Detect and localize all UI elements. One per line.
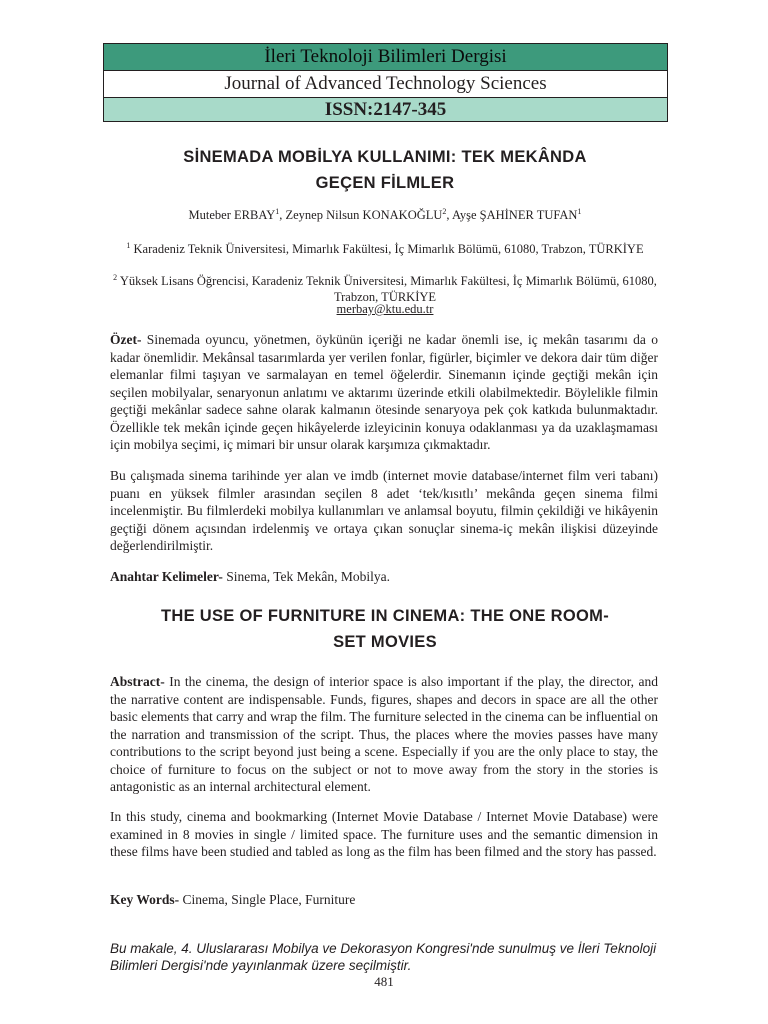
abstract-paragraph-2: In this study, cinema and bookmarking (Internet Movie Database / Internet Movie Database) were examined in 8 movies in single / limited space. The furniture uses and the semantic dimension in these films have been studied and tabled as long as the film has been filmed and the story has passed. (110, 809, 658, 859)
anahtar-kelimeler (110, 568, 658, 586)
paper-title-tr (110, 144, 660, 196)
paper-title-en (110, 603, 660, 655)
email-link[interactable]: merbay@ktu.edu.tr (336, 302, 434, 316)
paper-title-tr-line1: SİNEMADA MOBİLYA KULLANIMI: TEK MEKÂNDA (183, 148, 587, 166)
author-3: , Ayşe ŞAHİNER TUFAN (446, 208, 578, 223)
journal-header (103, 43, 668, 122)
author-3-affil: 1 (577, 207, 582, 216)
affiliation-2-marker: 2 (113, 273, 118, 282)
abstract-paragraph-1 (110, 673, 658, 796)
affiliation-1-text: Karadeniz Teknik Üniversitesi, Mimarlık Fakültesi, İç Mimarlık Bölümü, 61080, Trabzon, TÜRKİYE (130, 242, 644, 257)
paper-title-en-line2: SET MOVIES (333, 633, 437, 651)
affiliation-1-marker: 1 (126, 241, 131, 250)
journal-title-tr: İleri Teknoloji Bilimleri Dergisi (104, 44, 667, 71)
author-2-affil: 2 (442, 207, 447, 216)
affiliation-2 (110, 270, 660, 305)
author-1-affil: 1 (275, 207, 280, 216)
keywords-text: Cinema, Single Place, Furniture (179, 892, 356, 907)
author-1: Muteber ERBAY (188, 208, 276, 223)
author-list (110, 207, 660, 223)
journal-issn: ISSN:2147-345 (104, 98, 667, 121)
affiliation-2-text: Yüksek Lisans Öğrencisi, Karadeniz Teknik Üniversitesi, Mimarlık Fakültesi, İç Mimarlık Bölümü, 61080, Trabzon, TÜRKİYE (117, 274, 657, 305)
ozet-paragraph-1 (110, 331, 658, 454)
abstract-text-1: In the cinema, the design of interior space is also important if the play, the director, and the narrative content are indispensable. Funds, figures, shapes and decors in space are all the other basic elements that carry and wrap the film. The furniture selected in the cinema can be influential on the narration and transmission of the script. Thus, the places where the movies passes have many contributions to the script beyond just being a scene. Especially if you are the only place to stay, the choice of furniture to focus on the subject or not to move away from the story in the stories is antagonistic as an internal architectural element. (110, 674, 658, 794)
journal-title-en: Journal of Advanced Technology Sciences (104, 71, 667, 98)
keywords-label: Key Words- (110, 892, 180, 907)
author-2: , Zeynep Nilsun KONAKOĞLU (279, 208, 443, 223)
affiliation-1 (110, 238, 660, 257)
paper-title-tr-line2: GEÇEN FİLMLER (315, 174, 455, 192)
paper-title-en-line1: THE USE OF FURNITURE IN CINEMA: THE ONE ROOM- (161, 607, 609, 625)
ozet-paragraph-2: Bu çalışmada sinema tarihinde yer alan ve imdb (internet movie database/internet film veri tabanı) puanı en yüksek filmler arasından seçilen 8 adet ‘tek/kısıtlı’ mekânda geçen sinema filmi incelenmiştir. Bu filmlerdeki mobilya kullanımları ve anlamsal boyutu, filmin çekildiği ve hikâyenin geçtiği dönem açısından irdelenmiş ve ortaya çıkan sonuçlar sinema-iç mekân ilişkisi düzeyinde değerlendirilmiştir. (110, 468, 658, 553)
page-number: 481 (374, 974, 394, 989)
abstract-label: Abstract- (110, 674, 165, 689)
ozet-label: Özet- (110, 332, 142, 347)
key-words (110, 891, 658, 909)
footnote: Bu makale, 4. Uluslararası Mobilya ve Dekorasyon Kongresi'nde sunulmuş ve İleri Teknoloji Bilimleri Dergisi'nde yayınlanmak üzere seçilmiştir. (110, 941, 657, 973)
ozet-text-1: Sinemada oyuncu, yönetmen, öykünün içeriği ne kadar önemli ise, iç mekân tasarımı da o kadar önemlidir. Mekânsal tasarımlarda yer verilen fonlar, figürler, biçimler ve dekora dair tüm diğer elemanlar filmi taşıyan ve sarmalayan en temel öğelerdir. Sinemanın içinde geçtiği mekân için seçilen mobilyalar, senaryonun anlatımı ve aktarımı üzerinde etkili olabilmektedir. Böylelikle filmin geçtiği mekânlar sadece sahne olarak kalmanın ötesinde senaryoya pek çok katkıda bulunmaktadır. Özellikle tek mekân içinde geçen hikâyelerde izleyicinin konuya odaklanması ya da uzaklaşmaması için mobilya seçimi, iç mimari bir unsur olarak karşımıza çıkmaktadır. (110, 332, 658, 452)
anahtar-text: Sinema, Tek Mekân, Mobilya. (222, 569, 391, 584)
anahtar-label: Anahtar Kelimeler- (110, 569, 223, 584)
